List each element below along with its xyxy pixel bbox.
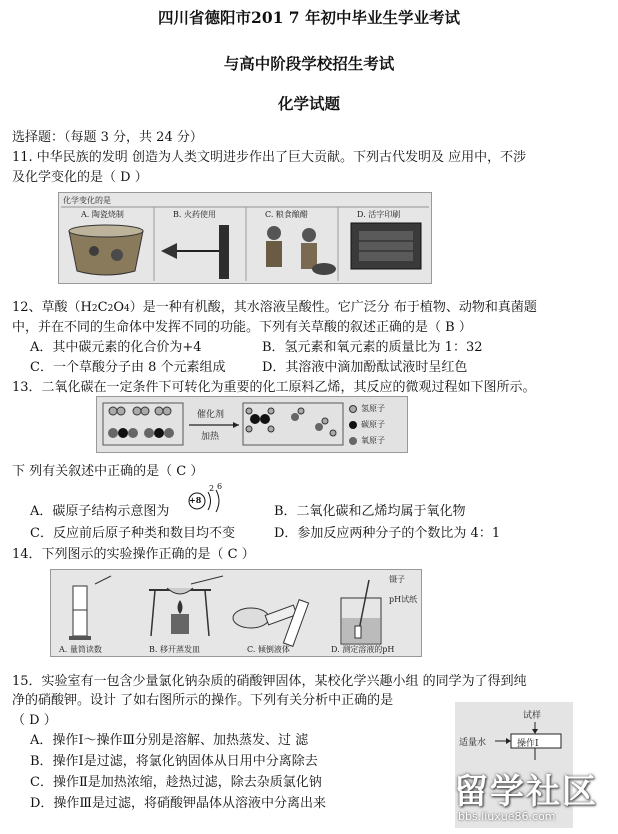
- q15-text-line2: 净的硝酸钾。设计 了如右图所示的操作。下列有关分析中正确的是: [12, 693, 394, 708]
- exam-title-line2: 与高中阶段学校招生考试: [223, 54, 395, 73]
- q11-text-line1: 11. 中华民族的发明 创造为人类文明进步作出了巨大贡献。下列古代发明及 应用中，不涉: [12, 150, 527, 165]
- q15-operation1-label: 操作Ⅰ: [517, 739, 539, 749]
- q13-option-a: A．碳原子结构示意图为: [30, 504, 170, 519]
- q13-legend-carbon: 碳原子: [361, 420, 385, 429]
- q15-sample-label: 试样: [523, 711, 542, 721]
- q13-shell-1: 2: [209, 484, 215, 493]
- section-heading: 选择题：（每题 3 分，共 24 分）: [12, 130, 203, 145]
- q14-text-line1: 14．下列图示的实验操作正确的是（ C ）: [12, 547, 255, 562]
- q13-nucleus-charge: +8: [189, 495, 202, 505]
- q12-option-c: C．一个草酸分子由 8 个元素组成: [30, 360, 226, 375]
- q14-option-c-label: C. 倾倒液体: [247, 645, 290, 654]
- q14-tweezer-label: 镊子: [389, 575, 405, 584]
- q12-option-d: D．其溶液中滴加酚酞试液时呈红色: [262, 360, 468, 375]
- q11-figure-caption: 化学变化的是: [63, 196, 111, 205]
- q15-water-label: 适量水: [459, 738, 487, 748]
- exam-title-line1: 四川省德阳市201 7 年初中毕业生学业考试: [158, 8, 460, 27]
- q13-shell-2: 6: [217, 482, 223, 491]
- q14-ph-paper-label: pH试纸: [389, 595, 418, 604]
- q11-text-line2: 及化学变化的是（ D ）: [12, 170, 148, 185]
- watermark: [448, 764, 614, 830]
- q14-option-b-label: B. 移开蒸发皿: [149, 645, 200, 654]
- exam-subject-title: 化学试题: [277, 94, 340, 113]
- q12-text-line1: 12、草酸（H2C2O4）是一种有机酸，其水溶液呈酸性。它广泛分 布于植物、动物和真菌题: [12, 300, 537, 315]
- q11-figure: [58, 192, 432, 284]
- q11-option-a-label: A. 陶瓷烧制: [81, 210, 124, 219]
- q14-option-d-label: D. 测定溶液的pH: [331, 645, 395, 654]
- q12-option-a: A．其中碳元素的化合价为+4: [30, 340, 202, 355]
- q13-option-b: B．二氧化碳和乙烯均属于氧化物: [274, 504, 466, 519]
- q15-option-a: A．操作Ⅰ～操作Ⅲ分别是溶解、加热蒸发、过 滤: [30, 733, 309, 748]
- q15-text-line3: （ D ）: [12, 713, 57, 728]
- q15-option-c: C．操作Ⅱ是加热浓缩，趁热过滤，除去杂质氯化钠: [30, 775, 322, 790]
- q13-legend-oxygen: 氧原子: [361, 436, 385, 445]
- q13-legend-hydrogen: 氢原子: [361, 404, 385, 413]
- q15-option-b: B．操作Ⅰ是过滤，将氯化钠固体从日用中分离除去: [30, 754, 318, 769]
- q14-option-a-label: A. 量筒读数: [59, 645, 102, 654]
- q15-option-d: D．操作Ⅲ是过滤，将硝酸钾晶体从溶液中分离出来: [30, 796, 326, 811]
- watermark-logo-text: 留学社区: [454, 772, 598, 812]
- q11-option-b-label: B. 火药使用: [173, 210, 216, 219]
- q13-reaction-figure: [96, 396, 408, 453]
- watermark-url: bbs.liuxue86.com: [458, 810, 556, 823]
- q14-figure: [50, 569, 422, 657]
- q13-option-c: C．反应前后原子种类和数目均不变: [30, 526, 235, 541]
- q13-heat-label: 加热: [201, 432, 220, 442]
- q11-option-c-label: C. 粮食酿醋: [265, 210, 308, 219]
- q13-text-line1: 13．二氧化碳在一定条件下可转化为重要的化工原料乙烯，其反应的微观过程如下图所示。: [12, 380, 536, 395]
- q11-option-d-label: D. 活字印刷: [357, 210, 401, 219]
- q13-option-d: D．参加反应两种分子的个数比为 4：1: [274, 526, 501, 541]
- q12-text-line2: 中，并在不同的生命体中发挥不同的功能。下列有关草酸的叙述正确的是（ B ）: [12, 320, 472, 335]
- q12-option-b: B．氢元素和氧元素的质量比为 1：32: [262, 340, 483, 355]
- q11-figure-art: [59, 193, 431, 283]
- q13-text-line2: 下 列有关叙述中正确的是（ C ）: [12, 464, 204, 479]
- q13-atom-structure-diagram: [188, 482, 224, 516]
- q15-text-line1: 15．实验室有一包含少量氯化钠杂质的硝酸钾固体，某校化学兴趣小组 的同学为了得到纯: [12, 674, 527, 689]
- q13-catalyst-label: 催化剂: [197, 410, 225, 420]
